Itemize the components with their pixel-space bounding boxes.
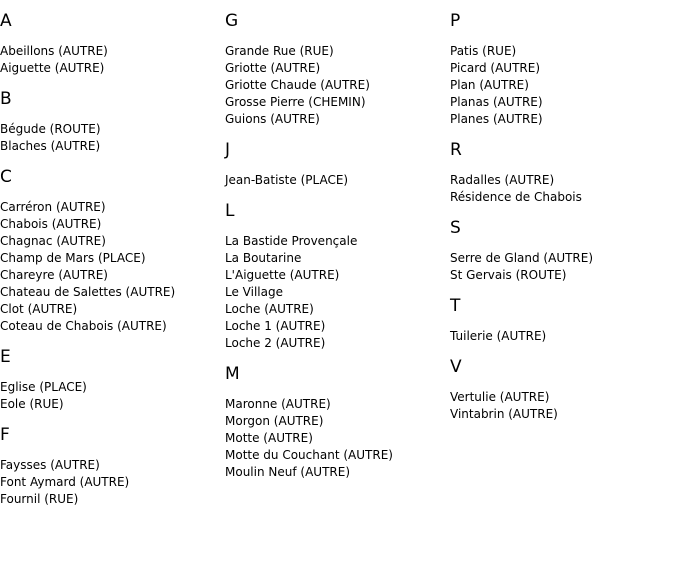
letter-group [0,346,225,413]
street-link[interactable]: Griotte (AUTRE) [225,61,321,75]
street-link[interactable]: Clot (AUTRE) [0,302,78,316]
column-2 [225,10,450,492]
street-link[interactable]: Chareyre (AUTRE) [0,268,108,282]
street-link[interactable]: Le Village [225,285,283,299]
street-link[interactable]: Chagnac (AUTRE) [0,234,106,248]
street-link[interactable]: Picard (AUTRE) [450,61,541,75]
letter-group [450,217,675,284]
street-link[interactable]: Coteau de Chabois (AUTRE) [0,319,167,333]
street-link[interactable]: Grosse Pierre (CHEMIN) [225,95,366,109]
street-link[interactable]: Faysses (AUTRE) [0,458,100,472]
street-link[interactable]: Guions (AUTRE) [225,112,320,126]
street-link[interactable]: Moulin Neuf (AUTRE) [225,465,350,479]
street-link[interactable]: Bégude (ROUTE) [0,122,101,136]
street-link[interactable]: Motte (AUTRE) [225,431,313,445]
section-letter-heading: P [450,11,461,31]
street-link[interactable]: Abeillons (AUTRE) [0,44,108,58]
section-letter-heading: A [0,11,12,31]
street-link[interactable]: Résidence de Chabois [450,190,582,204]
street-link[interactable]: Loche (AUTRE) [225,302,314,316]
street-link[interactable]: Chateau de Salettes (AUTRE) [0,285,176,299]
street-link[interactable]: Fournil (RUE) [0,492,79,506]
letter-group [225,10,450,128]
section-letter-heading: R [450,140,462,160]
street-link[interactable]: Loche 1 (AUTRE) [225,319,326,333]
section-letter-heading: T [450,296,461,316]
street-link[interactable]: La Boutarine [225,251,302,265]
section-letter-heading: E [0,347,11,367]
street-link[interactable]: Vintabrin (AUTRE) [450,407,558,421]
section-letter-heading: S [450,218,461,238]
street-link[interactable]: Tuilerie (AUTRE) [450,329,547,343]
street-link[interactable]: Blaches (AUTRE) [0,139,101,153]
street-link[interactable]: Maronne (AUTRE) [225,397,331,411]
street-link[interactable]: Morgon (AUTRE) [225,414,324,428]
street-link[interactable]: Eole (RUE) [0,397,64,411]
letter-group [0,424,225,508]
letter-group [450,10,675,128]
column-3 [450,10,675,434]
street-link[interactable]: Serre de Gland (AUTRE) [450,251,594,265]
section-letter-heading: G [225,11,239,31]
letter-group [450,356,675,423]
street-link[interactable]: Carréron (AUTRE) [0,200,106,214]
street-link[interactable]: Vertulie (AUTRE) [450,390,550,404]
street-link[interactable]: Planes (AUTRE) [450,112,543,126]
letter-group [0,88,225,155]
letter-group [225,363,450,481]
letter-group [225,139,450,189]
letter-group [0,166,225,335]
letter-group [450,139,675,206]
street-link[interactable]: La Bastide Provençale [225,234,358,248]
street-link[interactable]: Radalles (AUTRE) [450,173,555,187]
street-link[interactable]: Aiguette (AUTRE) [0,61,105,75]
street-link[interactable]: Planas (AUTRE) [450,95,543,109]
street-link[interactable]: Jean-Batiste (PLACE) [225,173,349,187]
street-link[interactable]: Patis (RUE) [450,44,517,58]
section-letter-heading: M [225,364,240,384]
section-letter-heading: B [0,89,12,109]
section-letter-heading: L [225,201,235,221]
section-letter-heading: J [225,140,231,160]
street-link[interactable]: Plan (AUTRE) [450,78,529,92]
street-link[interactable]: Motte du Couchant (AUTRE) [225,448,393,462]
section-letter-heading: V [450,357,462,377]
street-link[interactable]: Eglise (PLACE) [0,380,87,394]
column-1 [0,10,225,519]
letter-group [0,10,225,77]
letter-group [450,295,675,345]
street-link[interactable]: Chabois (AUTRE) [0,217,102,231]
street-link[interactable]: L'Aiguette (AUTRE) [225,268,340,282]
street-link[interactable]: Champ de Mars (PLACE) [0,251,146,265]
street-link[interactable]: Grande Rue (RUE) [225,44,334,58]
section-letter-heading: F [0,425,10,445]
street-link[interactable]: St Gervais (ROUTE) [450,268,567,282]
street-link[interactable]: Font Aymard (AUTRE) [0,475,130,489]
street-link[interactable]: Griotte Chaude (AUTRE) [225,78,370,92]
street-link[interactable]: Loche 2 (AUTRE) [225,336,326,350]
letter-group [225,200,450,352]
section-letter-heading: C [0,167,12,187]
